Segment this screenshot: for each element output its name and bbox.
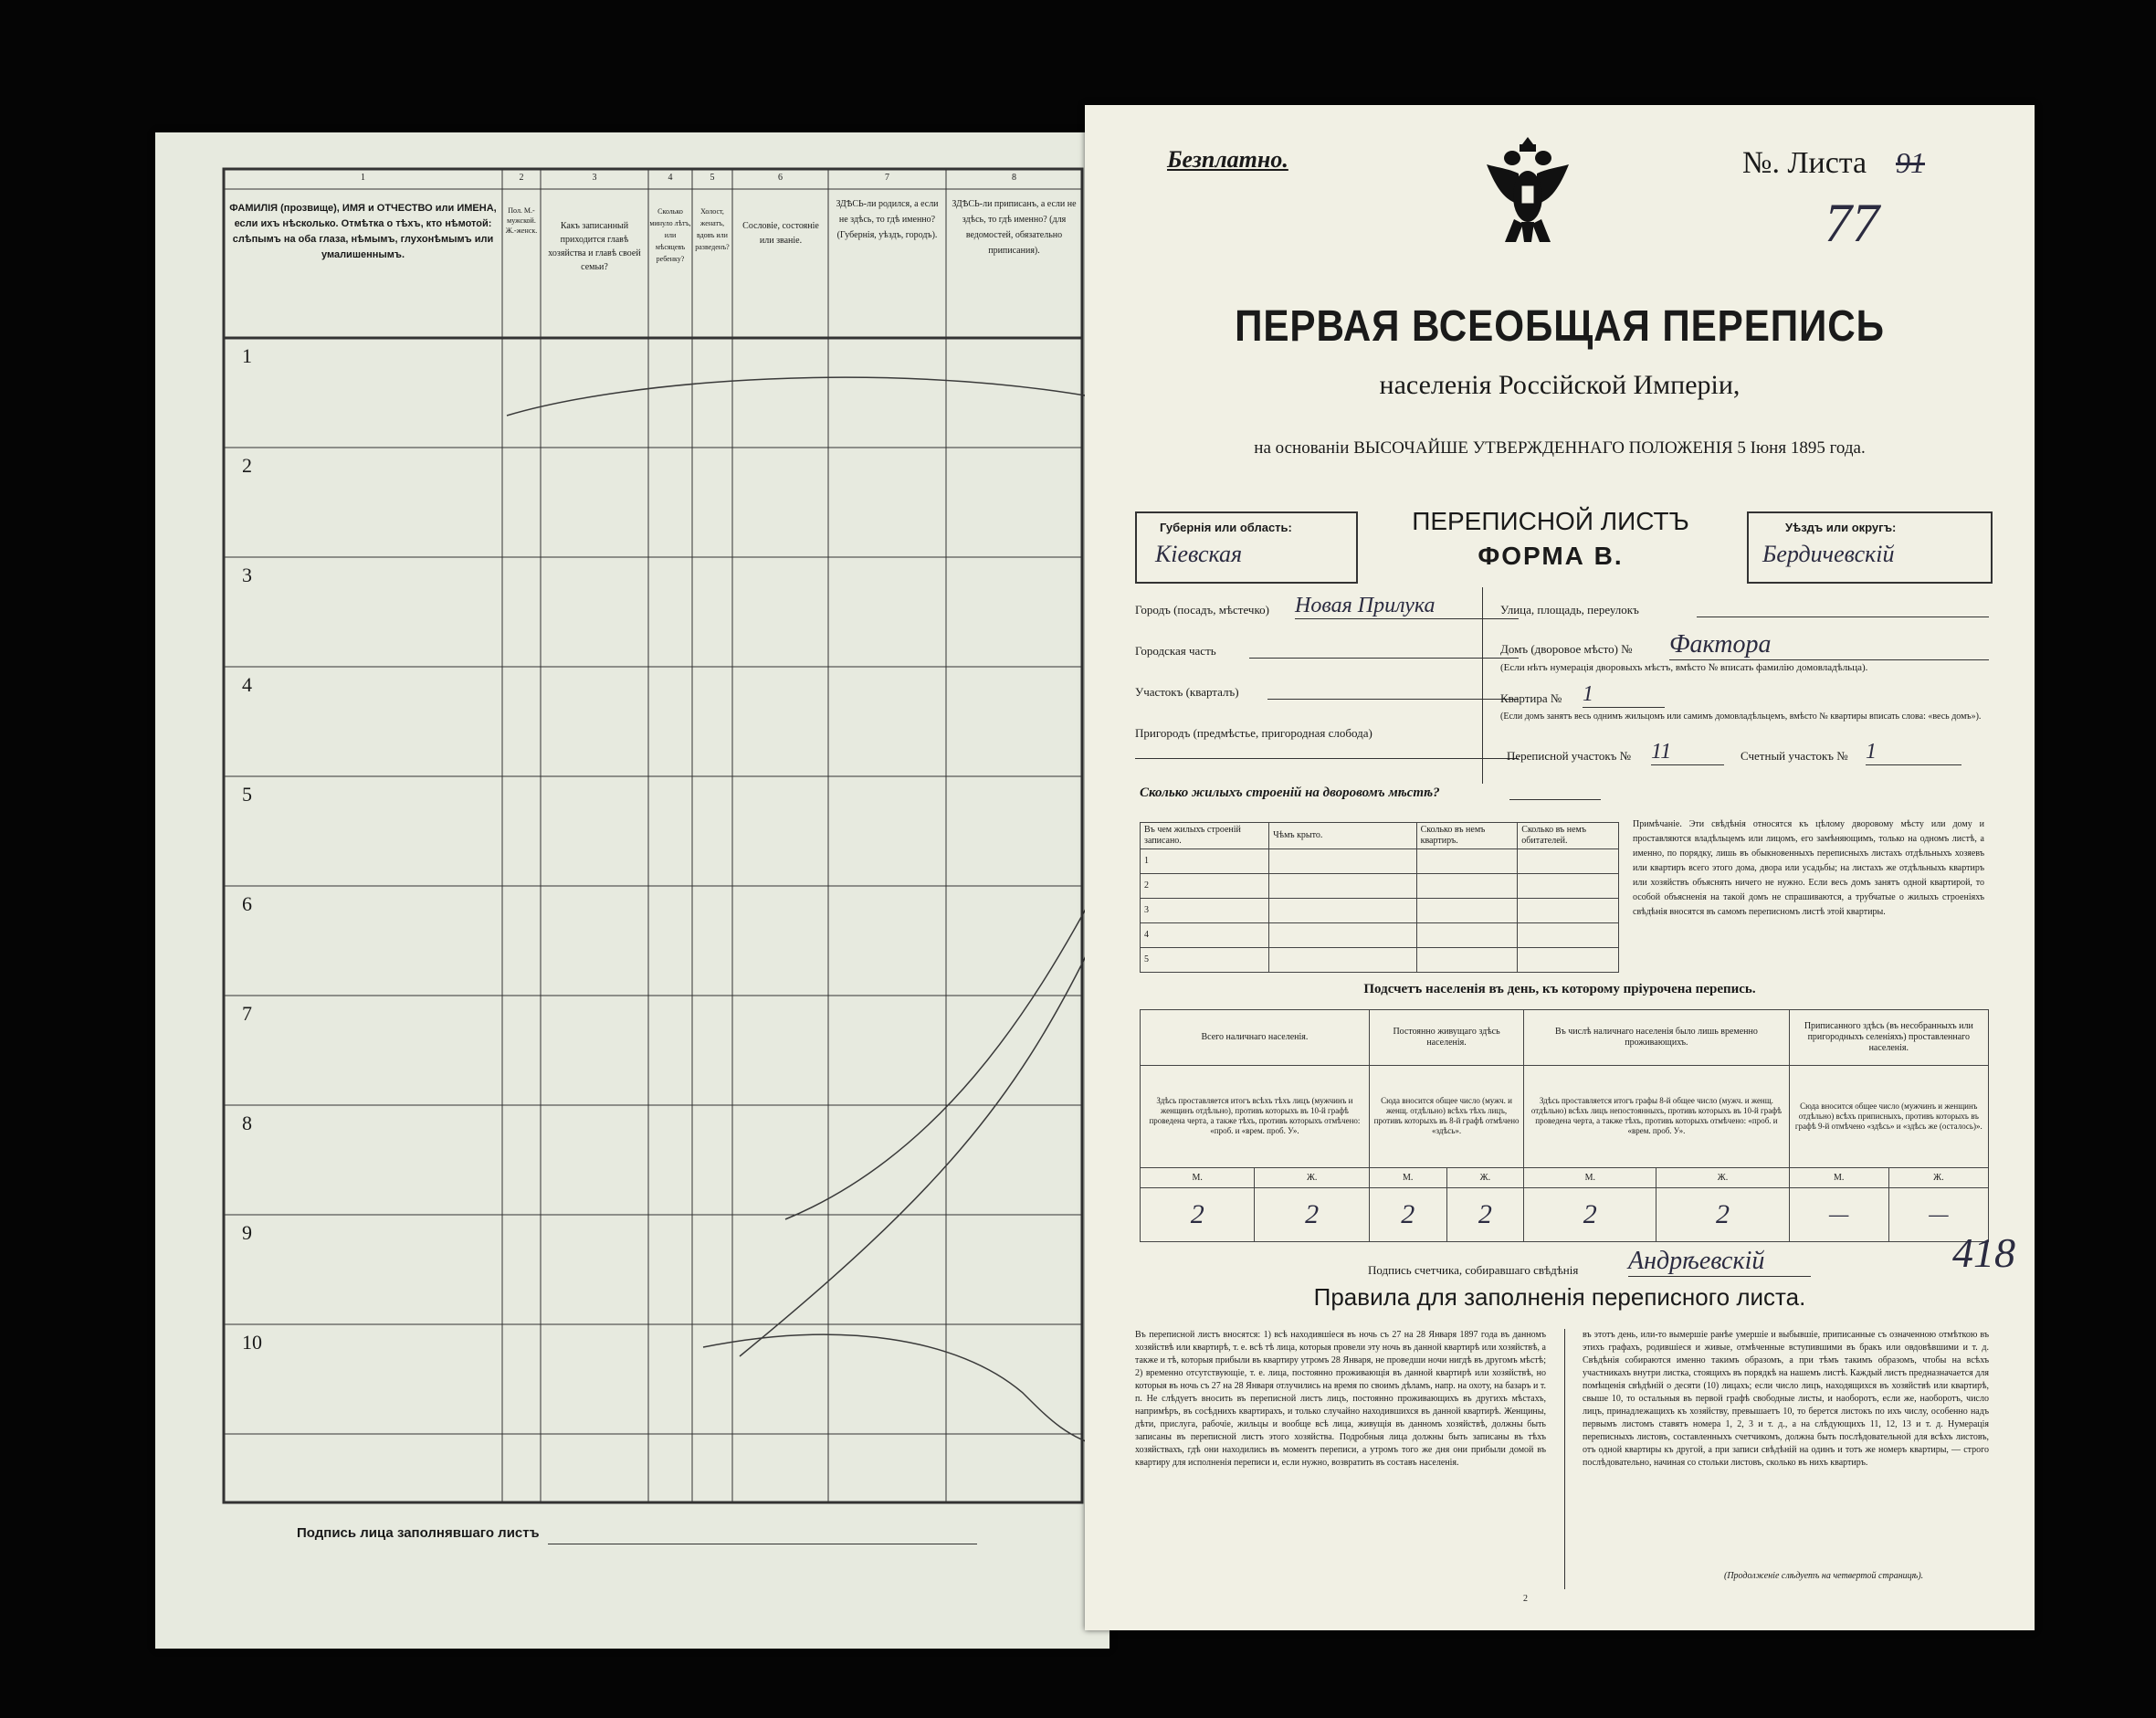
imperial-eagle-icon — [1478, 132, 1578, 251]
governorate-label: Губернія или область: — [1160, 521, 1292, 534]
buildings-row-3: 3 — [1141, 899, 1269, 923]
enumerator-signature: Андрѣевскій — [1628, 1247, 1811, 1277]
count-desc-registered: Сюда вносится общее число (мужчинъ и женщинъ отдѣльно) всѣхъ приписныхъ, противъ которыхъ въ графѣ 9-й отмѣчено «здѣсь» и «здѣсь же (осталось)». — [1789, 1065, 1988, 1167]
count-desc-permanent: Сюда вносится общее число (мужч. и женщ. отдѣльно) всѣхъ тѣхъ лицъ, противъ которыхъ въ 8-й графѣ отмѣчено «здѣсь». — [1369, 1065, 1523, 1167]
rules-continued: (Продолженіе слѣдуетъ на четвертой страницѣ). — [1724, 1571, 1924, 1581]
col-number-7: 7 — [885, 173, 889, 183]
col-header-marital: Холост, женатъ, вдовъ или разведенъ? — [695, 207, 730, 251]
governorate-value: Кіевская — [1155, 541, 1243, 567]
buildings-row-1: 1 — [1141, 849, 1269, 874]
free-label: Безплатно. — [1167, 146, 1288, 173]
count-permanent-female: 2 — [1446, 1188, 1524, 1242]
sheet-number-handwritten: 77 — [1825, 193, 1879, 253]
mf-label: Ж. — [1446, 1167, 1524, 1187]
buildings-row-5: 5 — [1141, 948, 1269, 973]
col-number-3: 3 — [592, 173, 597, 183]
district-box — [1747, 511, 1993, 584]
col-header-estate: Сословіе, состояніе или званіе. — [742, 221, 819, 246]
left-page — [155, 132, 1110, 1649]
census-district-label: Переписной участокъ № — [1507, 749, 1632, 763]
enumerator-label: Подпись счетчика, собиравшаго свѣдѣнія — [1368, 1263, 1579, 1277]
mf-label: М. — [1524, 1167, 1656, 1187]
counting-district-label: Счетный участокъ № — [1741, 749, 1848, 763]
row-number-4: 4 — [242, 673, 252, 696]
col-header-age: Сколько минуло лѣтъ, или мѣсяцевъ ребенку? — [649, 207, 691, 263]
census-basis: на основаніи ВЫСОЧАЙШЕ УТВЕРЖДЕННАГО ПОЛОЖЕНІЯ 5 Іюня 1895 года. — [1254, 438, 1866, 458]
row-number-6: 6 — [242, 892, 252, 915]
col-header-birthplace: ЗДѢСЬ-ли родился, а если не здѣсь, то гдѣ именно? (Губернія, уѣздъ, городъ). — [836, 199, 939, 240]
count-temporary-female: 2 — [1656, 1188, 1789, 1242]
row-number-7: 7 — [242, 1002, 252, 1025]
precinct-label: Участокъ (кварталъ) — [1135, 685, 1239, 699]
mf-label: Ж. — [1656, 1167, 1789, 1187]
district-label: Уѣздъ или округъ: — [1785, 521, 1897, 534]
mf-label: М. — [1369, 1167, 1446, 1187]
precinct-line — [1267, 699, 1519, 700]
census-district-value: 11 — [1651, 740, 1724, 765]
governorate-box — [1135, 511, 1358, 584]
apartment-label: Квартира № — [1500, 691, 1562, 705]
city-label: Городъ (посадъ, мѣстечко) — [1135, 603, 1269, 617]
rules-column-2: въ этотъ день, или-то вымершіе ранѣе умершіе и выбывшіе, приписанные съ означенною отмѣткою въ этихъ графахъ, родившіеся и живые, отмѣченные вступившими въ бракъ или овдовѣвшими и т. д. Свѣдѣнія собираются именно такимъ образомъ, а при тѣмъ такимъ образомъ, чтобы на всѣхъ участникахъ внутри листка, стоящихъ въ порядкѣ на нашемъ листѣ. Каждый листъ предназначается для помѣщенія свѣдѣній о десяти (10) лицахъ; если число лицъ, находящихся въ хозяйствѣ или квартирѣ, свыше 10, то остальныя въ первой графѣ свободные листы, и наоборотъ, если же, наоборотъ, число лицъ, принадлежащихъ къ хозяйству, превышаетъ 10, то берется листокъ по ихъ числу, особенно надъ первымъ листомъ ставятъ номера 1, 2, 3 и т. д., а на слѣдующихъ 11, 12, 13 и т. д. Нумерація переписныхъ листовъ, составленныхъ счетчикомъ, должна быть послѣдовательной для всѣхъ листовъ, отъ одной квартиры къ другой, а при записи свѣдѣній на одинъ и тотъ же номеръ квартиры, — строго послѣдовательно, начиная со стольки листовъ, сколько въ нихъ квартиръ. — [1583, 1330, 1989, 1468]
street-label: Улица, площадь, переулокъ — [1500, 603, 1639, 617]
row-number-2: 2 — [242, 454, 252, 477]
suburb-line — [1135, 758, 1519, 759]
col-header-registered: ЗДѢСЬ-ли приписанъ, а если не здѣсь, то гдѣ именно? (для ведомостей, обязательно приписания). — [952, 199, 1077, 256]
buildings-row-2: 2 — [1141, 874, 1269, 899]
mf-label: М. — [1789, 1167, 1888, 1187]
page-mark: 2 — [1523, 1594, 1528, 1604]
sheet-number-label: №. Листа — [1742, 146, 1867, 180]
count-desc-temporary: Здѣсь проставляется итогъ графы 8-й общее число (мужч. и женщ. отдѣльно) всѣхъ лицъ непостоянныхъ, противъ которыхъ въ 10-й графѣ проведена черта, а также тѣхъ, противъ которыхъ отмѣчено: «проб. и «врем. проб. У». — [1524, 1065, 1789, 1167]
city-part-line — [1249, 658, 1519, 659]
buildings-header-residents: Сколько въ немъ обитателей. — [1518, 823, 1619, 849]
form-letter: ФОРМА В. — [1478, 542, 1624, 570]
rules-divider — [1564, 1329, 1565, 1589]
mf-label: М. — [1141, 1167, 1255, 1187]
apartment-note: (Если домъ занятъ весь однимъ жильцомъ или самимъ домовладѣльцемъ, вмѣсто № квартиры вписать слова: «весь домъ»). — [1500, 711, 1982, 722]
left-table-grid — [155, 132, 1110, 1649]
count-registered-male: — — [1789, 1188, 1888, 1242]
row-number-5: 5 — [242, 783, 252, 806]
col-number-5: 5 — [710, 173, 715, 183]
col-header-name: ФАМИЛІЯ (прозвище), ИМЯ и ОТЧЕСТВО или ИМЕНА, если ихъ нѣсколько. Отмѣтка о тѣхъ, кто нѣмотой: слѣпымъ на оба глаза, нѣмымъ, глухонѣмымъ или умалишеннымъ. — [229, 203, 497, 260]
row-number-10: 10 — [242, 1331, 262, 1354]
suburb-label: Пригородъ (предмѣстье, пригородная слобода) — [1135, 726, 1372, 740]
row-number-9: 9 — [242, 1221, 252, 1244]
buildings-note: Примѣчаніе. Эти свѣдѣнія относятся къ цѣлому дворовому мѣсту или дому и проставляются владѣльцемъ или лицомъ, его замѣняющимъ, только на одномъ листѣ, а именно, по порядку, лишь въ обыкновенныхъ переписныхъ листахъ отдѣльныхъ хозяевъ или квартиръ всего этого дома, двора или усадьбы; на листахъ же отдѣльныхъ квартиръ или хозяйствъ объяснять ничего не нужно. Если весь домъ занятъ одной квартирой, то особой объясненія на такой домъ не спрашиваются, а трубчатые о жилыхъ строеніяхъ свѣдѣнія вносятся въ самомъ переписномъ листѣ этой квартиры. — [1633, 819, 1984, 917]
count-permanent-male: 2 — [1369, 1188, 1446, 1242]
count-header-temporary: Въ числѣ наличнаго населенія было лишь временно проживающихъ. — [1524, 1010, 1789, 1066]
population-count-table — [1140, 1009, 1989, 1242]
filler-signature-label: Подпись лица заполнявшаго листъ — [297, 1525, 540, 1541]
form-title: ПЕРЕПИСНОЙ ЛИСТЪ — [1412, 507, 1689, 535]
apartment-value: 1 — [1583, 682, 1665, 708]
col-number-2: 2 — [519, 173, 524, 183]
city-value: Новая Прилука — [1295, 594, 1519, 619]
buildings-header-apartments: Сколько въ немъ квартиръ. — [1416, 823, 1518, 849]
buildings-answer-line — [1509, 799, 1601, 800]
house-note: (Если нѣтъ нумерація дворовыхъ мѣстъ, вмѣсто № вписать фамилію домовладѣльца). — [1500, 662, 1868, 673]
row-number-3: 3 — [242, 564, 252, 586]
count-header-registered: Приписанного здѣсь (въ несобранныхъ или пригородныхъ селеніяхъ) проставленнаго населенія. — [1789, 1010, 1988, 1066]
count-registered-female: — — [1888, 1188, 1988, 1242]
rules-title: Правила для заполненія переписного листа. — [1313, 1283, 1806, 1311]
house-value: Фактора — [1669, 630, 1989, 660]
city-part-label: Городская часть — [1135, 644, 1216, 658]
margin-number: 418 — [1952, 1229, 2015, 1276]
count-present-male: 2 — [1141, 1188, 1255, 1242]
row-number-1: 1 — [242, 344, 252, 367]
row-number-8: 8 — [242, 1112, 252, 1134]
census-title: ПЕРВАЯ ВСЕОБЩАЯ ПЕРЕПИСЬ — [1235, 302, 1885, 351]
count-desc-present: Здѣсь проставляется итогъ всѣхъ тѣхъ лицъ (мужчинъ и женщинъ отдѣльно), противъ которыхъ въ 10-й графѣ проведена черта, а также тѣхъ, противъ которыхъ отмѣчено: «проб. и «врем. проб. У». — [1141, 1065, 1370, 1167]
buildings-table — [1140, 822, 1619, 973]
census-subtitle: населенія Россійской Имперіи, — [1379, 370, 1741, 400]
col-number-8: 8 — [1012, 173, 1016, 183]
count-header-present: Всего наличнаго населенія. — [1141, 1010, 1370, 1066]
col-header-relation: Какъ записанный приходится главѣ хозяйства и главѣ своей семьи? — [548, 221, 641, 272]
address-divider — [1482, 587, 1483, 784]
buildings-header-roof: Чѣмъ крыто. — [1269, 823, 1416, 849]
buildings-row-4: 4 — [1141, 923, 1269, 948]
house-label: Домъ (дворовое мѣсто) № — [1500, 642, 1633, 656]
col-number-1: 1 — [361, 173, 365, 183]
counting-district-value: 1 — [1866, 740, 1961, 765]
count-present-female: 2 — [1255, 1188, 1369, 1242]
buildings-header-count: Въ чем жилыхъ строеній записано. — [1141, 823, 1269, 849]
count-header-permanent: Постоянно живущаго здѣсь населенія. — [1369, 1010, 1523, 1066]
count-temporary-male: 2 — [1524, 1188, 1656, 1242]
col-number-4: 4 — [668, 173, 673, 183]
rules-column-1: Въ переписной листъ вносятся: 1) всѣ находившіеся въ ночь съ 27 на 28 Января 1897 года въ данномъ хозяйствѣ или квартирѣ, т. е. всѣ тѣ лица, которыя провели эту ночь въ данной квартирѣ или хозяйствѣ, а также и тѣ, которыя прибыли въ квартиру утромъ 28 Января, не проведши ночи нигдѣ въ другомъ мѣстѣ; 2) временно отсутствующіе, т. е. лица, постоянно проживающія въ данной квартирѣ или хозяйствѣ, но которыя въ ночь съ 27 на 28 Января отлучились на время по своимъ дѣламъ, напр. на охоту, на базаръ и т. п. Не слѣдуетъ вносить въ переписной листъ лицъ, постоянно проживающихъ въ другихъ мѣстахъ, напримѣръ, въ сосѣднихъ квартирахъ, и только случайно находившихся въ данной квартирѣ. Женщины, дѣти, прислуга, рабочіе, жильцы и вообще всѣ лица, живущія въ данномъ хозяйствѣ, должны быть записаны въ переписной листъ этого хозяйства. Подробныя лица должны быть записаны въ тѣхъ хозяйствахъ, гдѣ они находились въ моментъ переписи, а утромъ того же дня они прибыли домой въ квартиру для исполненія переписи и, если нужно, возвратить въ составъ населенія. — [1135, 1330, 1546, 1468]
count-title: Подсчетъ населенія въ день, къ которому пріурочена перепись. — [1363, 982, 1756, 996]
mf-label: Ж. — [1255, 1167, 1369, 1187]
col-header-sex: Пол. М.-мужской. Ж.-женск. — [505, 206, 538, 235]
district-value: Бердичевскій — [1762, 541, 1895, 567]
sheet-number-struck: 91 — [1896, 146, 1925, 179]
col-number-6: 6 — [778, 173, 783, 183]
buildings-question: Сколько жилыхъ строеній на дворовомъ мѣстѣ? — [1140, 785, 1440, 800]
right-page — [1085, 105, 2035, 1630]
mf-label: Ж. — [1888, 1167, 1988, 1187]
